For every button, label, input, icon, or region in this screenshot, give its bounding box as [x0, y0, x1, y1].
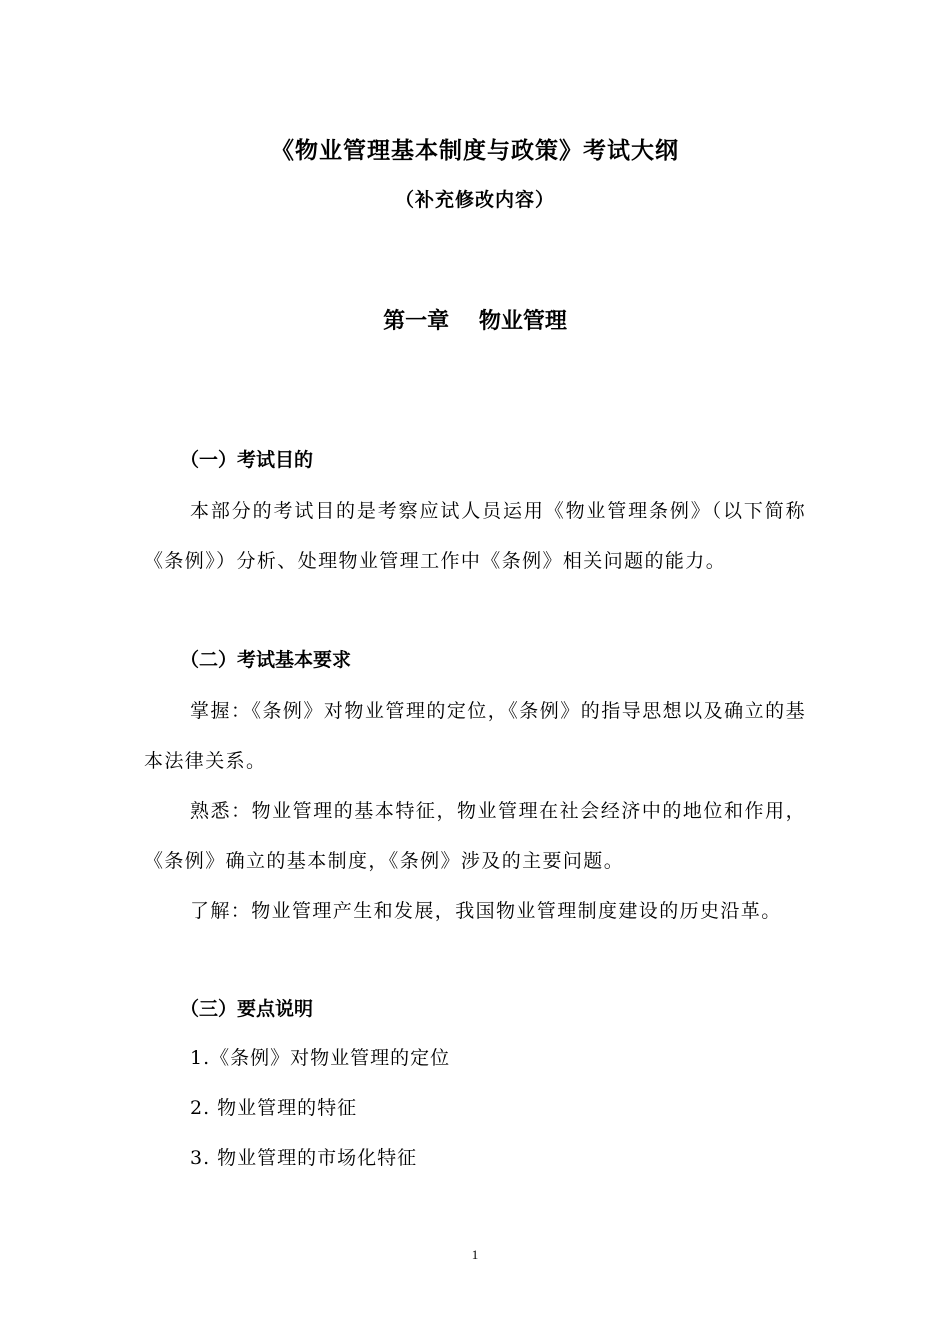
document-title: 《物业管理基本制度与政策》考试大纲	[271, 138, 679, 164]
paragraph-familiar: 熟悉：物业管理的基本特征，物业管理在社会经济中的地位和作用，《条例》确立的基本制度，《条例》涉及的主要问题。	[144, 800, 806, 872]
section-heading-purpose: （一）考试目的	[180, 449, 314, 471]
list-item: 2. 物业管理的特征	[190, 1097, 358, 1119]
page-number: 1	[471, 1247, 479, 1262]
chapter-title: 第一章 物业管理	[383, 309, 567, 334]
list-item: 3. 物业管理的市场化特征	[190, 1147, 418, 1169]
paragraph-master: 掌握：《条例》对物业管理的定位，《条例》的指导思想以及确立的基本法律关系。	[144, 700, 806, 772]
section-heading-key-points: （三）要点说明	[180, 998, 314, 1020]
paragraph-purpose: 本部分的考试目的是考察应试人员运用《物业管理条例》（以下简称《条例》）分析、处理物业管理工作中《条例》相关问题的能力。	[144, 500, 806, 572]
list-item: 1.《条例》对物业管理的定位	[190, 1047, 451, 1069]
paragraph-understand: 了解：物业管理产生和发展，我国物业管理制度建设的历史沿革。	[190, 900, 782, 922]
document-subtitle: （补充修改内容）	[394, 189, 555, 211]
section-heading-requirements: （二）考试基本要求	[180, 649, 352, 671]
